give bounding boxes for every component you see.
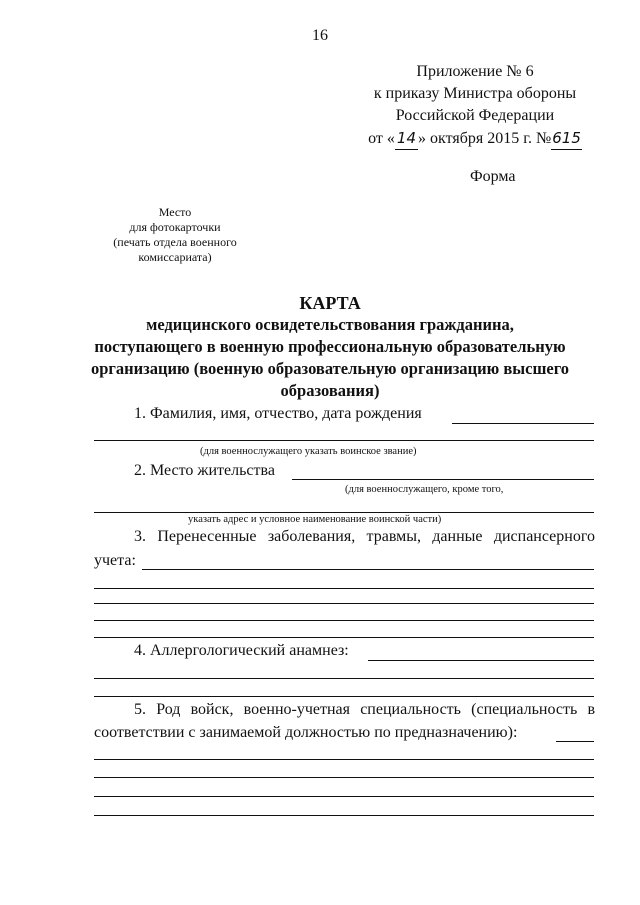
photo-placeholder bbox=[60, 205, 290, 265]
field-3-fill-line-3[interactable] bbox=[94, 603, 594, 604]
field-5-fill-line-3[interactable] bbox=[94, 777, 594, 778]
field-1-label: 1. Фамилия, имя, отчество, дата рождения bbox=[134, 405, 422, 422]
photo-line-4: комиссариата) bbox=[138, 250, 212, 264]
field-3-fill-line[interactable] bbox=[142, 569, 594, 570]
title-line-4: организацию (военную образовательную организацию высшего bbox=[90, 359, 570, 378]
document-title bbox=[80, 292, 580, 402]
field-4-fill-line-2[interactable] bbox=[94, 678, 594, 679]
field-2-hint-1: (для военнослужащего, кроме того, bbox=[345, 484, 504, 495]
field-3-label-line-2: учета: bbox=[94, 552, 136, 569]
annex-line-2: к приказу Министра обороны bbox=[373, 85, 577, 102]
field-5-fill-line[interactable] bbox=[556, 741, 594, 742]
field-4-fill-line[interactable] bbox=[368, 660, 594, 661]
annex-handwritten-day: 14 bbox=[395, 127, 418, 150]
field-1-fill-line[interactable] bbox=[452, 423, 594, 424]
annex-date-line bbox=[330, 127, 620, 150]
field-5-fill-line-5[interactable] bbox=[94, 815, 594, 816]
field-1-fill-line-2[interactable] bbox=[94, 440, 594, 441]
photo-line-2: для фотокарточки bbox=[129, 220, 221, 234]
field-4-label: 4. Аллергологический анамнез: bbox=[134, 642, 349, 659]
annex-date-middle: » октября 2015 г. № bbox=[418, 130, 552, 147]
field-3-fill-line-5[interactable] bbox=[94, 637, 594, 638]
annex-handwritten-number: 615 bbox=[551, 127, 582, 150]
field-5-label-line-2: соответствии с занимаемой должностью по предназначению): bbox=[94, 724, 518, 741]
field-2-fill-line-2[interactable] bbox=[94, 512, 594, 513]
field-3-fill-line-4[interactable] bbox=[94, 620, 594, 621]
field-5-fill-line-2[interactable] bbox=[94, 759, 594, 760]
title-line-2: медицинского освидетельствования гражданина, bbox=[146, 315, 514, 334]
page-number: 16 bbox=[312, 27, 328, 44]
photo-line-3: (печать отдела военного bbox=[113, 235, 237, 249]
field-5-fill-line-4[interactable] bbox=[94, 796, 594, 797]
field-4-fill-line-3[interactable] bbox=[94, 696, 594, 697]
field-3-label-line-1: 3. Перенесенные заболевания, травмы, данные диспансерного bbox=[134, 528, 595, 545]
field-2-hint-2: указать адрес и условное наименование воинской части) bbox=[188, 514, 442, 525]
form-label: Форма bbox=[470, 168, 516, 185]
photo-line-1: Место bbox=[158, 205, 192, 219]
field-3-fill-line-2[interactable] bbox=[94, 588, 594, 589]
annex-header bbox=[330, 61, 620, 150]
field-2-label: 2. Место жительства bbox=[134, 462, 275, 479]
title-line-1: КАРТА bbox=[299, 293, 361, 313]
annex-line-3: Российской Федерации bbox=[395, 107, 555, 124]
title-line-3: поступающего в военную профессиональную образовательную bbox=[94, 337, 566, 356]
field-2-fill-line[interactable] bbox=[292, 479, 594, 480]
field-5-label-line-1: 5. Род войск, военно-учетная специальность (специальность в bbox=[134, 701, 595, 718]
title-line-5: образования) bbox=[280, 381, 380, 400]
field-1-hint: (для военнослужащего указать воинское звание) bbox=[200, 446, 417, 457]
annex-line-1: Приложение № 6 bbox=[416, 63, 534, 80]
annex-date-prefix: от « bbox=[368, 130, 395, 147]
